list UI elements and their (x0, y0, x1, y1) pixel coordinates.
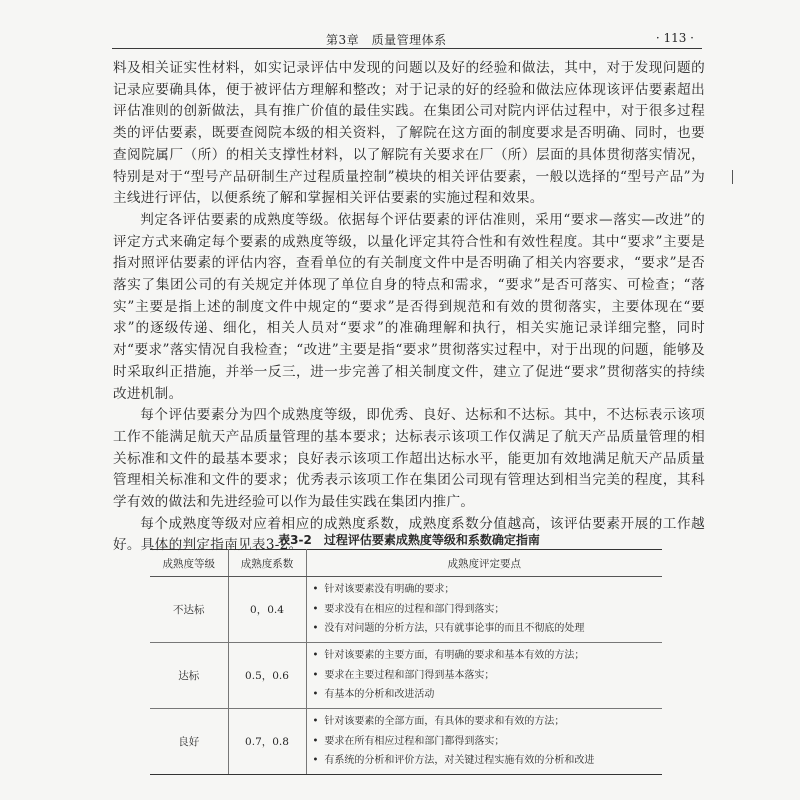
grade-cell: 良好 (150, 709, 228, 775)
paragraph-maturity-judgement: 判定各评估要素的成熟度等级。依据每个评估要素的评估准则，采用“要求—落实—改进”的评定方式来确定每个要素的成熟度等级，以量化评定其符合性和有效性程度。其中“要求”主要是指对照评估要素的评估内容，查看单位的有关制度文件中是否明确了相关内容要求，“要求”是否落实了集团公司的有关规定并体现了单位自身的特点和需求，“要求”是否可落实、可检查；“落实”主要是指上述的制度文件中规定的“要求”是否得到规范和有效的贯彻落实，主要体现在“要求”的逐级传递、细化，相关人员对“要求”的准确理解和执行，相关实施记录详细完整，同时对“要求”落实情况自我检查；“改进”主要是指“要求”贯彻落实过程中，对于出现的问题，能够及时采取纠正措施，并举一反三，进一步完善了相关制度文件，建立了促进“要求”贯彻落实的持续改进机制。 (113, 211, 705, 402)
coefficient-cell: 0.5，0.6 (228, 643, 306, 709)
header-grade: 成熟度等级 (150, 550, 228, 577)
criteria-point: • 没有对问题的分析方法，只有就事论事的而且不彻底的处理 (313, 619, 663, 639)
criteria-point: • 要求没有在相应的过程和部门得到落实； (313, 600, 663, 620)
table-row (150, 643, 662, 709)
criteria-point: • 要求在所有相应过程和部门都得到落实； (313, 732, 663, 752)
table-header-row (150, 550, 662, 577)
criteria-point: • 针对该要素没有明确的要求； (313, 580, 663, 600)
table-row (150, 577, 662, 643)
criteria-point: • 有基本的分析和改进活动 (313, 685, 663, 705)
criteria-point: • 针对该要素的主要方面，有明确的要求和基本有效的方法； (313, 646, 663, 666)
grade-cell: 不达标 (150, 577, 228, 643)
grade-cell: 达标 (150, 643, 228, 709)
page-number: · 113 · (655, 31, 694, 45)
criteria-point: • 要求在主要过程和部门得到基本落实； (313, 666, 663, 686)
paragraph-maturity-coefficients: 每个成熟度等级对应着相应的成熟度系数，成熟度系数分值越高，该评估要素开展的工作越好。具体的判定指南见表3-2。 (113, 515, 705, 554)
criteria-cell (306, 709, 662, 775)
paragraph-continued: 料及相关证实性材料，如实记录评估中发现的问题以及好的经验和做法，其中，对于发现问题的记录应要确具体，便于被评估方理解和整改；对于记录的好的经验和做法应体现该评估要素超出评估准则的创新做法，具有推广价值的最佳实践。在集团公司对院内评估过程中，对于很多过程类的评估要素，既要查阅院本级的相关资料，了解院在这方面的制度要求是否明确、同时，也要查阅院属厂（所）的相关支撑性材料，以了解院有关要求在厂（所）层面的具体贯彻落实情况，特别是对于“型号产品研制生产过程质量控制”模块的相关评估要素，一般以选择的“型号产品”为主线进行评估，以便系统了解和掌握相关评估要素的实施过程和效果。 (113, 60, 705, 207)
coefficient-cell: 0.7，0.8 (228, 709, 306, 775)
coefficient-cell: 0，0.4 (228, 577, 306, 643)
table-row (150, 709, 662, 775)
criteria-point: • 有系统的分析和评价方法，对关键过程实施有效的分析和改进 (313, 751, 663, 771)
page-header (112, 30, 702, 49)
criteria-cell (306, 643, 662, 709)
criteria-cell (306, 577, 662, 643)
paragraph-maturity-levels: 每个评估要素分为四个成熟度等级，即优秀、良好、达标和不达标。其中，不达标表示该项工作不能满足航天产品质量管理的基本要求；达标表示该项工作仅满足了航天产品质量管理的相关标准和文件的最基本要求；良好表示该项工作超出达标水平，能更加有效地满足航天产品质量管理相关标准和文件的要求；优秀表示该项工作在集团公司现有管理达到相当完美的程度，其科学有效的做法和先进经验可以作为最佳实践在集团内推广。 (113, 407, 705, 511)
chapter-title: 第3章 质量管理体系 (326, 33, 447, 47)
table-caption: 表3-2 过程评估要素成熟度等级和系数确定指南 (278, 533, 540, 547)
header-criteria: 成熟度评定要点 (306, 550, 662, 577)
criteria-point: • 针对该要素的全部方面，有具体的要求和有效的方法； (313, 712, 663, 732)
body-text (113, 58, 705, 557)
margin-mark (732, 170, 733, 184)
maturity-grade-table (150, 549, 662, 775)
header-coefficient: 成熟度系数 (228, 550, 306, 577)
